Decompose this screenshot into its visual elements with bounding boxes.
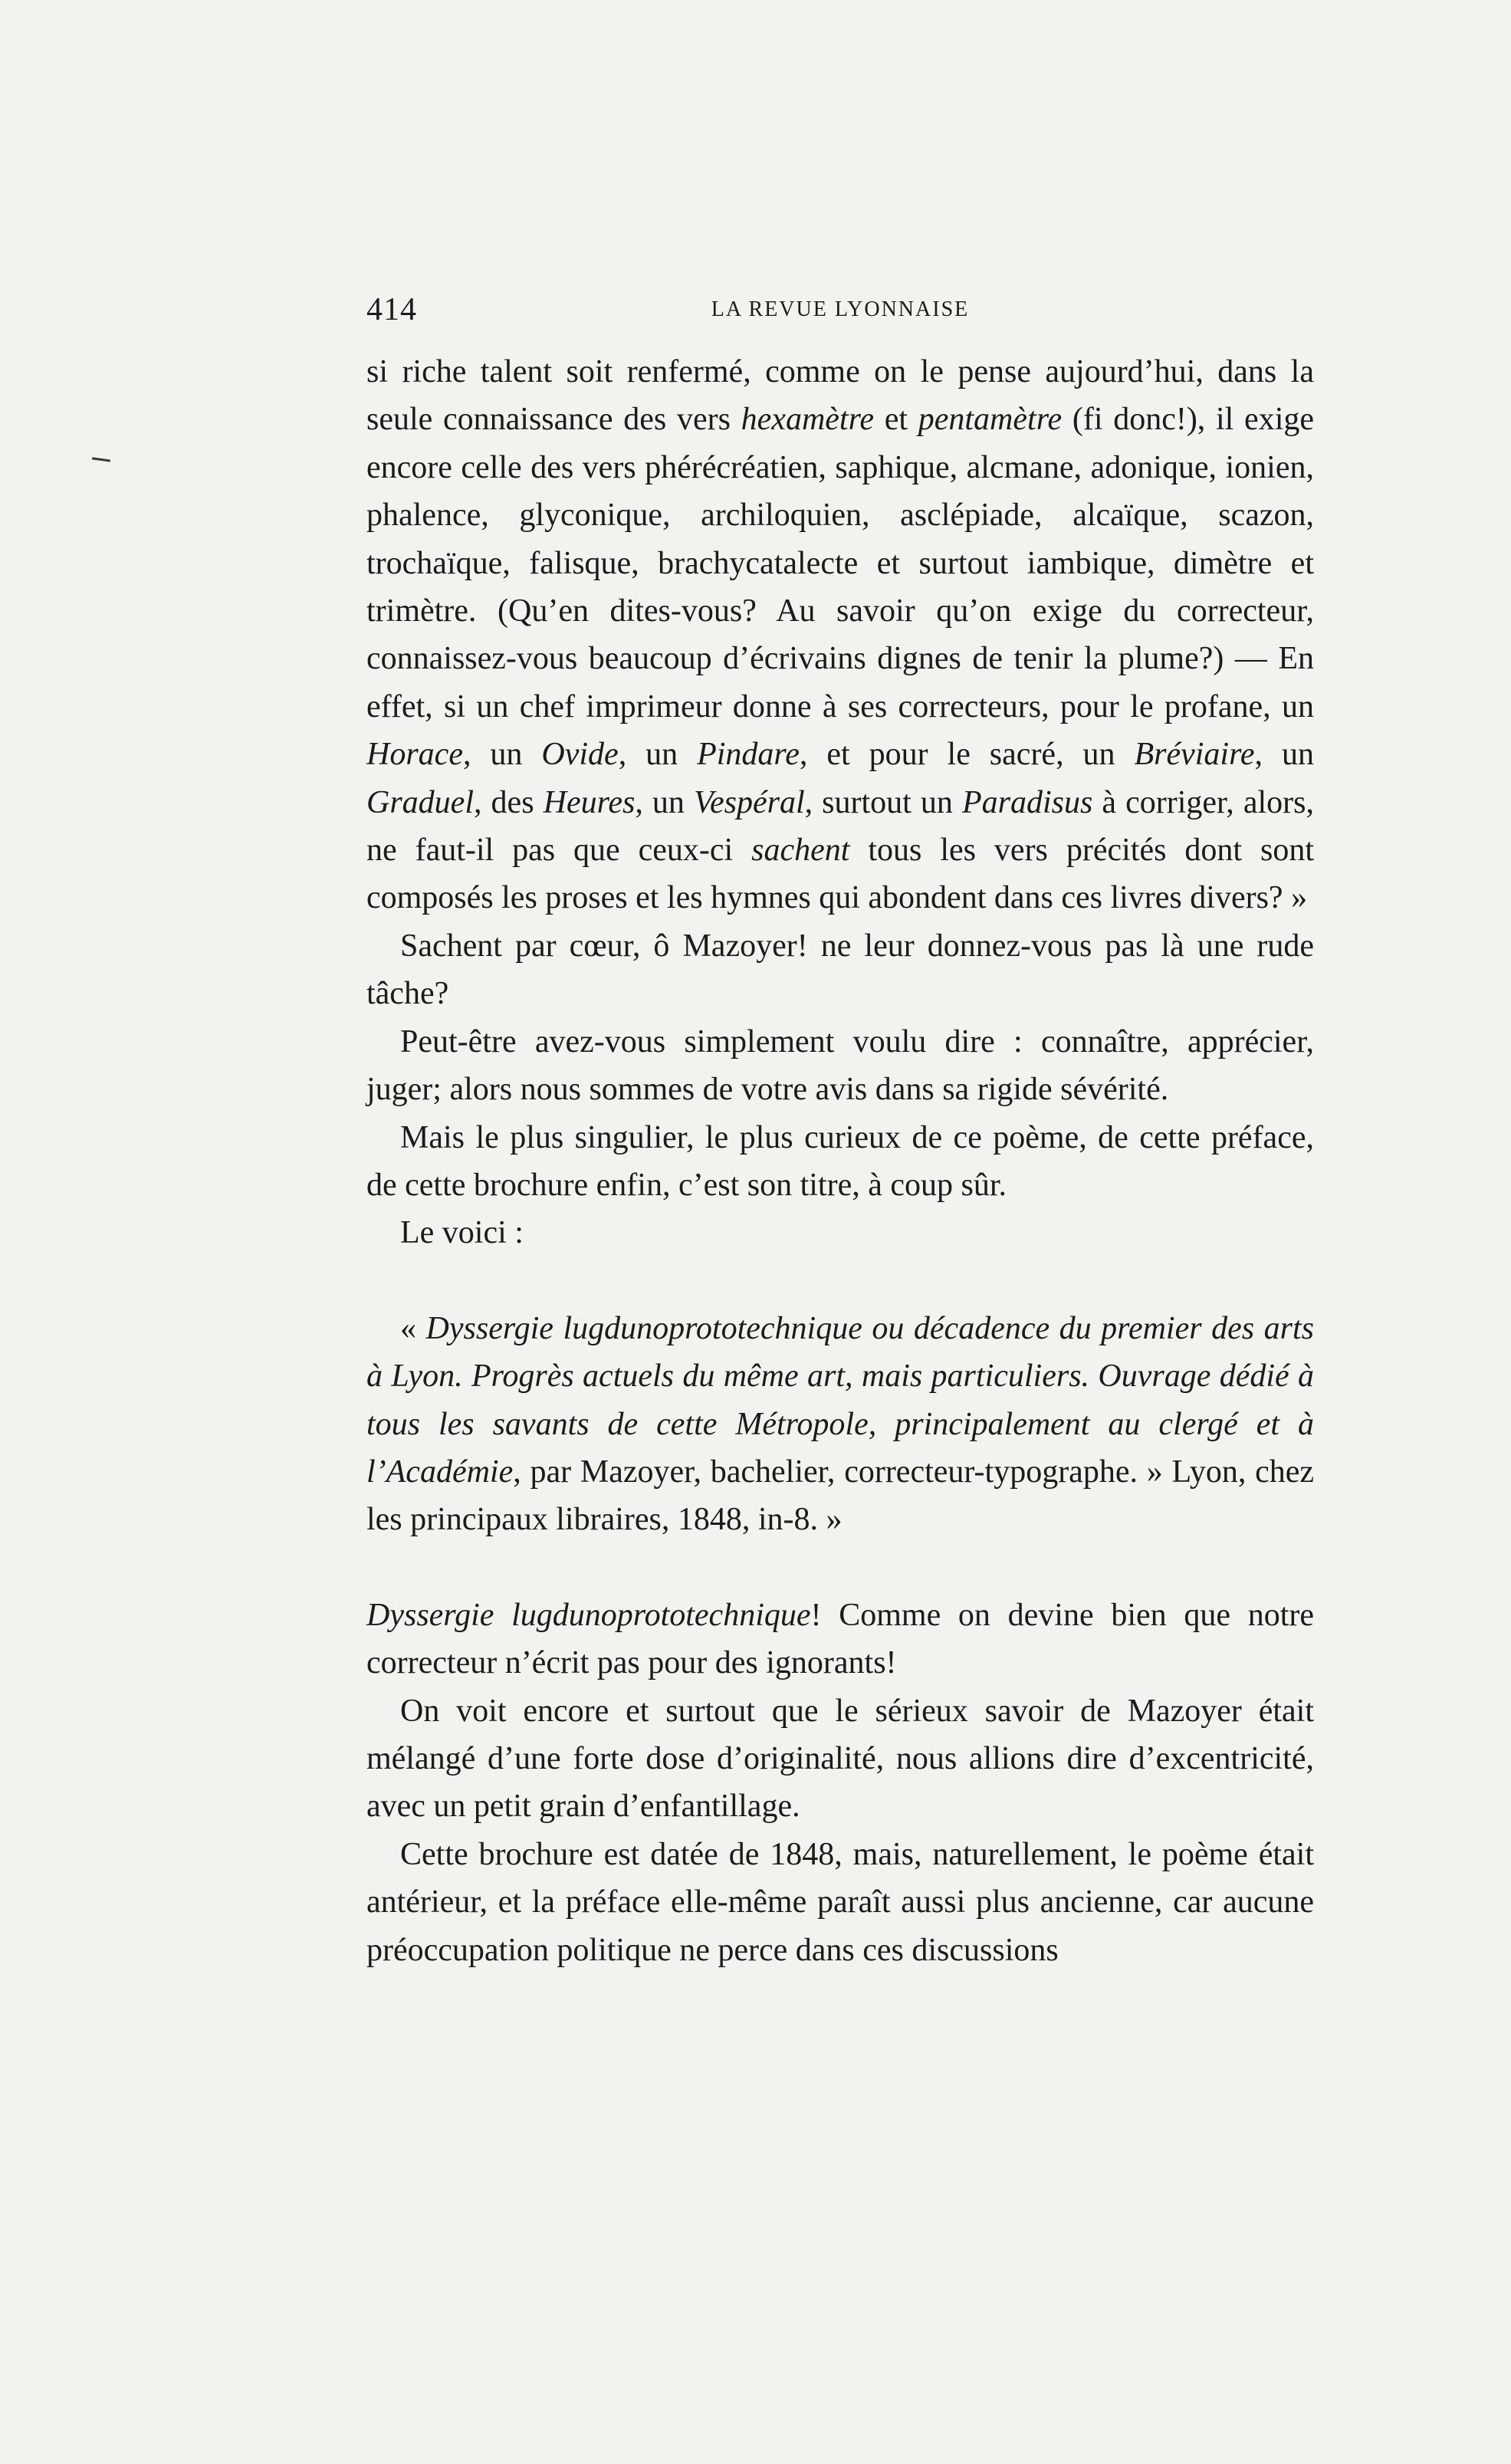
paragraph-2: Sachent par cœur, ô Mazoyer! ne leur donnez-vous pas là une rude tâche? bbox=[366, 928, 1314, 1012]
text-run: , et pour le sacré, un bbox=[799, 737, 1135, 773]
spacer bbox=[366, 1257, 1314, 1305]
title-quotation bbox=[366, 1305, 1314, 1544]
italic-term: Graduel bbox=[366, 784, 474, 820]
text-run: à corriger, alors, ne faut-il pas que ceux-ci bbox=[366, 784, 1315, 869]
page-header bbox=[366, 291, 1314, 337]
text-run: , surtout un bbox=[804, 784, 962, 820]
paragraph-9: Cette brochure est datée de 1848, mais, naturellement, le poème était antérieur, et la préface elle-même paraît aussi plus ancienne, car aucune préoccupation politique ne perce dans ces discussions bbox=[366, 1836, 1314, 1968]
italic-term: Ovide bbox=[541, 737, 619, 773]
text-run: et bbox=[874, 402, 918, 438]
text-run: ! Comme on devine bien que notre correcteur n’écrit pas pour des ignorants! bbox=[366, 1597, 1314, 1681]
text-run: si riche talent soit renfermé, comme on le pense aujourd’hui, dans la seule connaissance des vers bbox=[366, 354, 1314, 438]
text-run: tous les vers précités dont sont composés les proses et les hymnes qui abondent dans ces livres divers? » bbox=[366, 833, 1314, 916]
italic-term: Heures bbox=[543, 784, 636, 820]
page-number: 414 bbox=[366, 292, 417, 327]
paragraph-4: Mais le plus singulier, le plus curieux de ce poème, de cette préface, de cette brochure enfin, c’est son titre, à coup sûr. bbox=[366, 1119, 1314, 1203]
italic-title: Dyssergie lugdunoprototechnique bbox=[366, 1597, 811, 1633]
text-run: , un bbox=[635, 784, 694, 820]
book-page bbox=[366, 291, 1314, 1974]
italic-term: Paradisus bbox=[961, 784, 1093, 820]
text-run: , un bbox=[462, 737, 542, 773]
text-run: , un bbox=[1254, 737, 1315, 773]
text-run: « bbox=[400, 1310, 426, 1346]
body-text bbox=[366, 348, 1314, 1974]
paragraph-5: Le voici : bbox=[400, 1215, 524, 1251]
italic-term: Pindare bbox=[697, 737, 800, 773]
italic-term: Vespéral bbox=[693, 784, 805, 820]
italic-term: sachent bbox=[751, 833, 850, 869]
paragraph-1 bbox=[366, 348, 1314, 922]
text-run: (fi donc!), il exige encore celle des vers phérécréatien, saphique, alcmane, adonique, ionien, phalence, glyconique, archiloquien, asclépiade, alcaïque, scazon, trochaïque, falisque, brachycatalecte et surtout iambique, dimètre et trimètre. (Qu’en dites-vous? Au savoir qu’on exige du correcteur, connaissez-vous beaucoup d’écrivains dignes de tenir la plume?) — En effet, si un chef imprimeur donne à ses correcteurs, pour le profane, un bbox=[366, 402, 1315, 724]
italic-term: hexamètre bbox=[741, 402, 875, 438]
paragraph-3: Peut-être avez-vous simplement voulu dire : connaître, apprécier, juger; alors nous sommes de votre avis dans sa rigide sévérité. bbox=[366, 1023, 1314, 1108]
margin-mark bbox=[92, 457, 110, 462]
text-run: , des bbox=[474, 784, 544, 820]
text-run: , par Mazoyer, bachelier, correcteur-typographe. » Lyon, chez les principaux libraires, 1848, in-8. » bbox=[366, 1454, 1314, 1538]
italic-term: Bréviaire bbox=[1134, 737, 1255, 773]
italic-title: Dyssergie lugdunoprototechnique ou décadence du premier des arts à Lyon. Progrès actuels du même art, mais particuliers. Ouvrage dédié à tous les savants de cette Métropole, principalement au clergé et à l’Académie bbox=[366, 1310, 1314, 1490]
text-run: , un bbox=[618, 737, 698, 773]
paragraph-7 bbox=[366, 1592, 1314, 1687]
spacer bbox=[366, 1544, 1314, 1592]
paragraph-8: On voit encore et surtout que le sérieux savoir de Mazoyer était mélangé d’une forte dose d’originalité, nous allions dire d’excentricité, avec un petit grain d’enfantillage. bbox=[366, 1693, 1314, 1825]
running-title: LA REVUE LYONNAISE bbox=[711, 297, 970, 321]
italic-term: Horace bbox=[366, 737, 463, 773]
italic-term: pentamètre bbox=[918, 402, 1063, 438]
